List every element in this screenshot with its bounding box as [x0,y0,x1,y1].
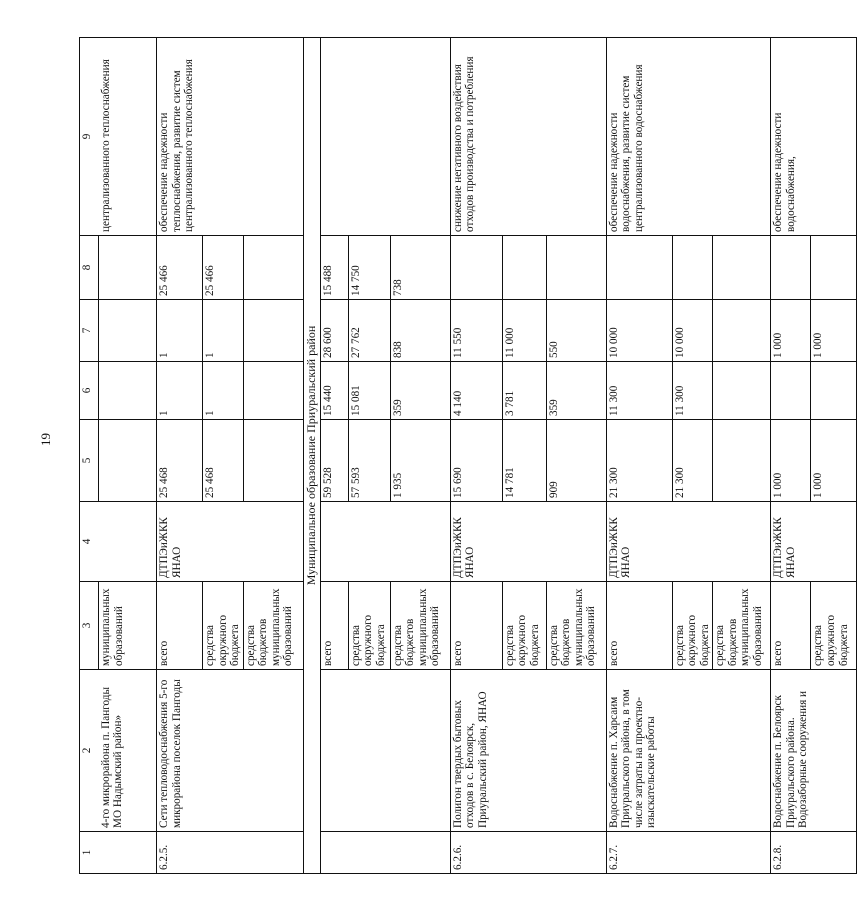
amount-total-cell [713,420,771,502]
executor-cell [348,502,390,582]
funding-source-cell: средства бюджетов муниципальных образований [390,582,450,670]
amount-year-3-cell: 25 466 [203,236,244,300]
expected-result-cell [713,38,771,236]
amount-year-1-cell: 359 [390,362,450,420]
amount-year-3-cell [672,236,713,300]
section-title: Муниципальное образование Приуральский район [303,38,320,874]
amount-total-cell: 1 000 [771,420,811,502]
item-number-cell [546,832,606,874]
table-row [450,38,502,874]
amount-total-cell: 909 [546,420,606,502]
executor-cell [502,502,546,582]
table-row [243,38,303,874]
col-number: 4 [80,502,99,582]
item-number-cell [502,832,546,874]
funding-source-cell: всего [771,582,811,670]
item-number-cell [320,832,348,874]
executor-cell: ДТПЭиЖКК ЯНАО [771,502,811,582]
amount-year-2-cell: 27 762 [348,300,390,362]
expected-result-cell [502,38,546,236]
item-name-cell [502,670,546,832]
amount-year-3-cell [811,236,857,300]
column-number-row [80,38,99,874]
executor-cell [243,502,303,582]
expected-result-cell: обеспечение надежности водоснабжения, [771,38,811,236]
amount-year-1-cell [771,362,811,420]
amount-year-3-cell [713,236,771,300]
table-row [606,38,672,874]
amount-year-1-cell [243,362,303,420]
item-number-cell [672,832,713,874]
item-name-cell [546,670,606,832]
executor-cell [320,502,348,582]
amount-year-1-cell [811,362,857,420]
amount-year-3-cell [546,236,606,300]
col-number: 5 [80,420,99,502]
expected-result-cell [546,38,606,236]
executor-cell [546,502,606,582]
amount-total-cell: 14 781 [502,420,546,502]
amount-year-1-cell: 1 [157,362,203,420]
amount-total-cell: 59 528 [320,420,348,502]
amount-year-1-cell [99,362,157,420]
item-name-cell [320,670,348,832]
amount-year-2-cell: 11 550 [450,300,502,362]
amount-year-3-cell [243,236,303,300]
executor-cell [713,502,771,582]
expected-result-cell: централизованного теплоснабжения [99,38,157,236]
item-name-cell: Сети тепловодоснабжения 5-го микрорайона поселок Пангоды [157,670,203,832]
expected-result-cell [243,38,303,236]
table-row [713,38,771,874]
col-number: 7 [80,300,99,362]
table-row [390,38,450,874]
amount-total-cell: 25 468 [203,420,244,502]
table-row [320,38,348,874]
amount-year-3-cell: 15 488 [320,236,348,300]
col-number: 6 [80,362,99,420]
amount-total-cell: 57 593 [348,420,390,502]
item-name-cell: Полигон твердых бытовых отходов в с. Белоярск, Приуральский район, ЯНАО [450,670,502,832]
amount-year-3-cell: 738 [390,236,450,300]
table-row [771,38,811,874]
expected-result-cell: обеспечение надежности водоснабжения, развитие систем централизованного водоснабжения [606,38,672,236]
expected-result-cell [320,38,348,236]
col-number: 3 [80,582,99,670]
executor-cell [99,502,157,582]
amount-year-2-cell [243,300,303,362]
funding-source-cell: средства окружного бюджета [348,582,390,670]
executor-cell: ДТПЭиЖКК ЯНАО [450,502,502,582]
amount-total-cell: 15 690 [450,420,502,502]
amount-year-1-cell: 11 300 [672,362,713,420]
amount-year-3-cell [606,236,672,300]
item-number-cell [99,832,157,874]
funding-source-cell: всего [157,582,203,670]
table-row [672,38,713,874]
amount-year-1-cell: 15 081 [348,362,390,420]
table-row [502,38,546,874]
executor-cell: ДТПЭиЖКК ЯНАО [157,502,203,582]
expected-result-cell: обеспечение надежности теплоснабжения, развитие систем централизованного теплоснабжения [157,38,203,236]
expected-result-cell: снижение негативного воздействия отходов производства и потребления [450,38,502,236]
amount-total-cell: 25 468 [157,420,203,502]
item-number-cell [811,832,857,874]
item-number-cell [243,832,303,874]
page-number: 19 [38,433,53,446]
item-number-cell [713,832,771,874]
expected-result-cell [348,38,390,236]
table-row [811,38,857,874]
amount-total-cell [243,420,303,502]
table-row [99,38,157,874]
item-name-cell [811,670,857,832]
expected-result-cell [390,38,450,236]
expected-result-cell [672,38,713,236]
funding-source-cell: всего [320,582,348,670]
amount-year-2-cell: 10 000 [672,300,713,362]
amount-year-2-cell: 11 000 [502,300,546,362]
item-name-cell [390,670,450,832]
expected-result-cell [811,38,857,236]
amount-year-3-cell [99,236,157,300]
item-name-cell [672,670,713,832]
amount-year-1-cell: 359 [546,362,606,420]
section-row [303,38,320,874]
funding-source-cell: средства бюджетов муниципальных образований [546,582,606,670]
executor-cell [203,502,244,582]
funding-source-cell: средства окружного бюджета [203,582,244,670]
funding-source-cell: средства окружного бюджета [672,582,713,670]
funding-source-cell: всего [606,582,672,670]
col-number: 1 [80,832,99,874]
amount-year-2-cell: 550 [546,300,606,362]
item-number-cell: 6.2.5. [157,832,203,874]
item-name-cell [348,670,390,832]
funding-source-cell: средства бюджетов муниципальных образований [713,582,771,670]
table-rotated-container [79,38,850,874]
amount-year-2-cell: 1 [157,300,203,362]
item-name-cell: 4-го микрорайона п. Пангоды МО Надымский район» [99,670,157,832]
funding-source-cell: всего [450,582,502,670]
amount-year-1-cell: 3 781 [502,362,546,420]
amount-total-cell: 1 935 [390,420,450,502]
expected-result-cell [203,38,244,236]
item-name-cell [243,670,303,832]
amount-total-cell [99,420,157,502]
col-number: 8 [80,236,99,300]
amount-year-2-cell: 1 [203,300,244,362]
amount-year-3-cell: 14 750 [348,236,390,300]
executor-cell [672,502,713,582]
amount-year-3-cell [771,236,811,300]
amount-year-2-cell: 10 000 [606,300,672,362]
executor-cell: ДТПЭиЖКК ЯНАО [606,502,672,582]
funding-source-cell: средства окружного бюджета [811,582,857,670]
item-number-cell [203,832,244,874]
executor-cell [390,502,450,582]
amount-year-1-cell [713,362,771,420]
item-number-cell [348,832,390,874]
amount-total-cell: 21 300 [672,420,713,502]
amount-year-1-cell: 15 440 [320,362,348,420]
item-name-cell [713,670,771,832]
amount-year-3-cell [450,236,502,300]
amount-year-1-cell: 4 140 [450,362,502,420]
amount-year-2-cell [99,300,157,362]
amount-total-cell: 21 300 [606,420,672,502]
amount-year-2-cell: 28 600 [320,300,348,362]
amount-year-2-cell [713,300,771,362]
table-row [348,38,390,874]
executor-cell [811,502,857,582]
item-number-cell: 6.2.7. [606,832,672,874]
amount-year-2-cell: 1 000 [811,300,857,362]
col-number: 2 [80,670,99,832]
amount-year-2-cell: 838 [390,300,450,362]
item-number-cell: 6.2.6. [450,832,502,874]
item-name-cell: Водоснабжение п. Белоярск Приуральского района. Водозаборные сооружения и [771,670,811,832]
item-name-cell [203,670,244,832]
funding-source-cell: муниципальных образований [99,582,157,670]
item-name-cell: Водоснабжение п. Харсаим Приуральского района, в том числе затраты на проектно-изыскательские работы [606,670,672,832]
table-row [546,38,606,874]
table-row [203,38,244,874]
amount-year-3-cell [502,236,546,300]
amount-year-3-cell: 25 466 [157,236,203,300]
table-row [157,38,203,874]
funding-source-cell: средства окружного бюджета [502,582,546,670]
item-number-cell [390,832,450,874]
item-number-cell: 6.2.8. [771,832,811,874]
amount-year-1-cell: 11 300 [606,362,672,420]
program-table [79,37,857,874]
amount-total-cell: 1 000 [811,420,857,502]
amount-year-2-cell: 1 000 [771,300,811,362]
amount-year-1-cell: 1 [203,362,244,420]
col-number: 9 [80,38,99,236]
funding-source-cell: средства бюджетов муниципальных образований [243,582,303,670]
